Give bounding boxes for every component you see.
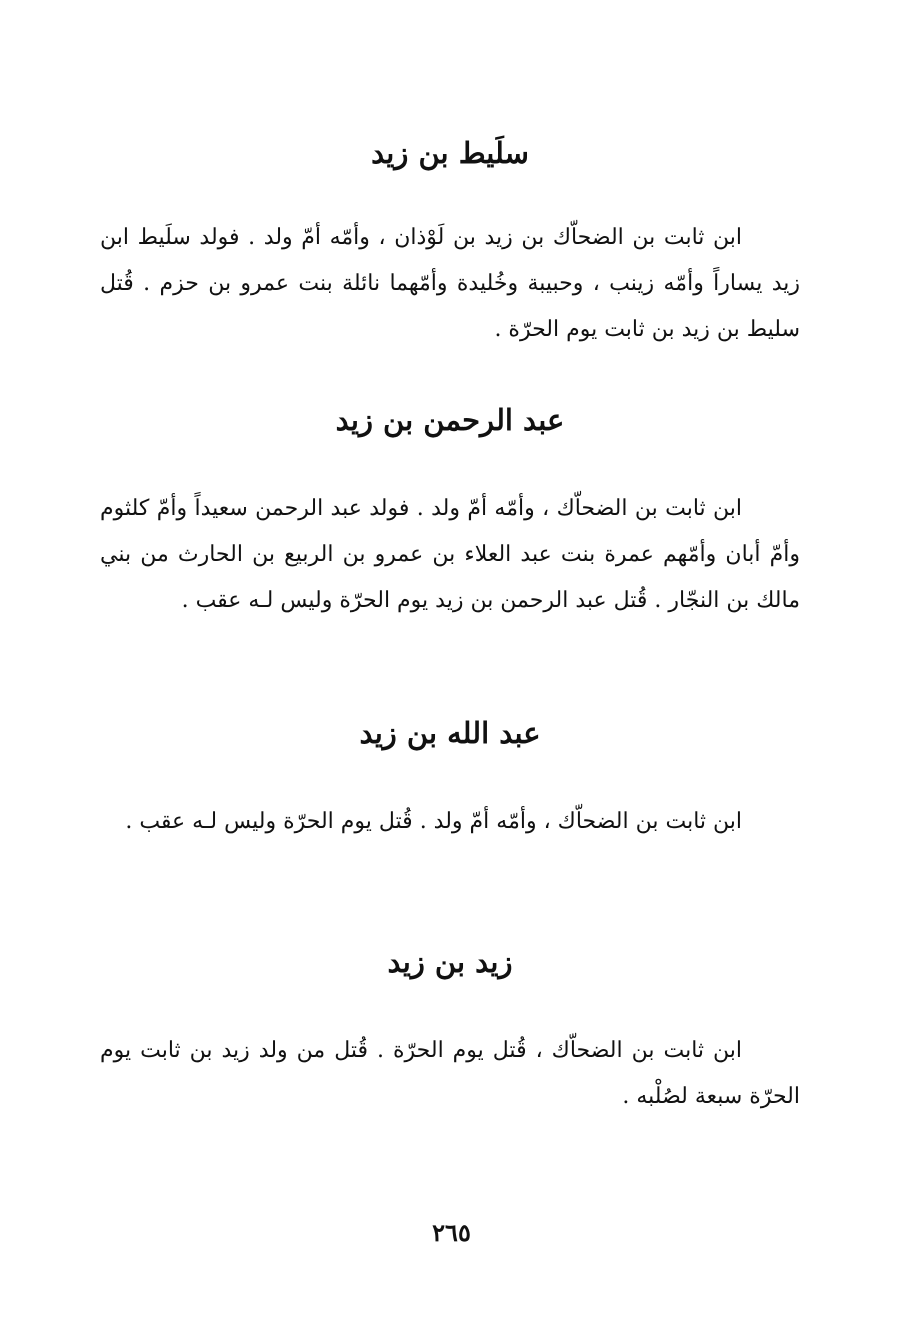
section-abd-allah-ibn-zaid: [100, 713, 800, 845]
section-paragraph: [100, 799, 800, 845]
section-heading: عبد الرحمن بن زيد: [335, 403, 565, 437]
section-heading: سلَيط بن زيد: [371, 136, 529, 170]
paragraph-text: ابن ثابت بن الضحاّك ، قُتل يوم الحرّة . قُتل من ولد زيد بن ثابت يوم الحرّة سبعة لصُلْبه .: [100, 1038, 800, 1109]
section-paragraph: [100, 215, 800, 353]
section-zaid-ibn-zaid: [100, 942, 800, 1120]
section-abd-al-rahman-ibn-zaid: [100, 400, 800, 624]
page-number: ٢٦٥: [432, 1218, 471, 1247]
paragraph-text: ابن ثابت بن الضحاّك ، وأمّه أمّ ولد . قُتل يوم الحرّة وليس لـه عقب .: [125, 809, 742, 834]
section-paragraph: [100, 486, 800, 624]
paragraph-text: ابن ثابت بن الضحاّك ، وأمّه أمّ ولد . فولد عبد الرحمن سعيداً وأمّ كلثوم وأمّ أبان وأمّهم عمرة بنت عبد العلاء بن عمرو بن الربيع بن الحارث من بني مالك بن النجّار . قُتل عبد الرحمن بن زيد يوم الحرّة وليس لـه عقب .: [100, 496, 800, 613]
section-paragraph: [100, 1028, 800, 1120]
paragraph-text: ابن ثابت بن الضحاّك بن زيد بن لَوْذان ، وأمّه أمّ ولد . فولد سلَيط ابن زيد يساراً وأمّه زينب ، وحبيبة وخُليدة وأمّهما نائلة بنت عمرو بن حزم . قُتل سليط بن زيد بن ثابت يوم الحرّة .: [100, 225, 800, 342]
section-sulait-ibn-zaid: [100, 133, 800, 353]
section-heading: عبد الله بن زيد: [359, 716, 541, 750]
section-heading: زيد بن زيد: [387, 945, 513, 979]
